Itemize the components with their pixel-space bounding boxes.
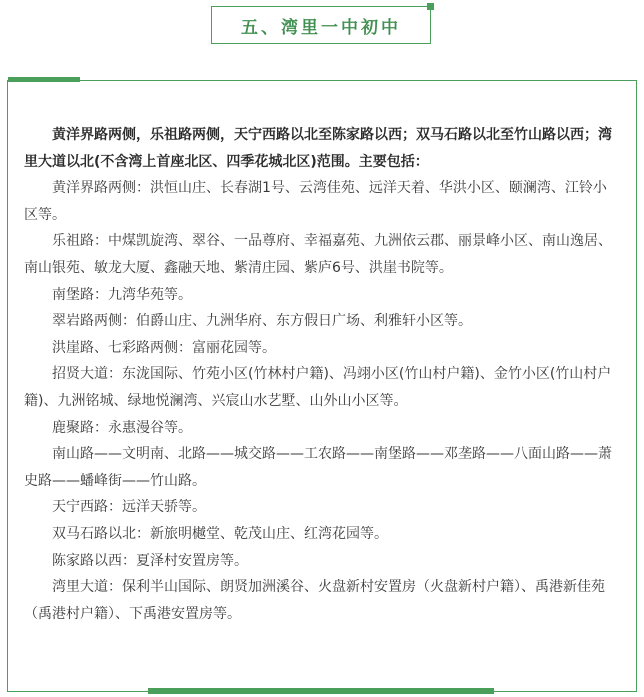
list-item: 黄洋界路两侧：洪恒山庄、长春湖1号、云湾佳苑、远洋天着、华洪小区、颐澜湾、江铃小区等。 (24, 180, 607, 223)
list-item: 南山路——文明南、北路——城交路——工农路——南堡路——邓垄路——八面山路——萧史路——蟠峰街——竹山路。 (24, 446, 612, 489)
list-item: 湾里大道：保利半山国际、朗贤加洲溪谷、火盘新村安置房（火盘新村户籍）、禹港新佳苑（禹港村户籍）、下禹港安置房等。 (24, 579, 605, 622)
list-item: 陈家路以西：夏泽村安置房等。 (52, 552, 248, 569)
list-item: 乐祖路：中煤凯旋湾、翠谷、一品尊府、幸福嘉苑、九洲依云郡、丽景峰小区、南山逸居、南山银苑、敏龙大厦、鑫融天地、紫清庄园、紫庐6号、洪崖书院等。 (24, 233, 612, 276)
school-district-text (24, 122, 616, 627)
list-item: 双马石路以北：新旅明樾堂、乾茂山庄、红湾花园等。 (52, 525, 388, 542)
list-item: 天宁西路：远洋天骄等。 (52, 499, 206, 516)
section-title: 五、湾里一中初中 (241, 17, 401, 38)
list-item: 翠岩路两侧：伯爵山庄、九洲华府、东方假日广场、利雅轩小区等。 (52, 313, 472, 330)
section-title-box (211, 6, 431, 44)
list-item: 南堡路：九湾华苑等。 (52, 286, 192, 303)
list-item: 招贤大道：东泷国际、竹苑小区(竹林村户籍)、冯翊小区(竹山村户籍)、金竹小区(竹山村户籍)、九洲铭城、绿地悦澜湾、兴宸山水艺墅、山外山小区等。 (24, 366, 612, 409)
title-corner-decoration (427, 3, 434, 10)
district-intro: 黄洋界路两侧，乐祖路两侧，天宁西路以北至陈家路以西；双马石路以北至竹山路以西；湾里大道以北(不含湾上首座北区、四季花城北区)范围。主要包括： (24, 127, 612, 170)
list-item: 洪崖路、七彩路两侧：富丽花园等。 (52, 339, 276, 356)
frame-bottom-accent-bar (148, 688, 494, 694)
frame-top-accent-bar (8, 77, 80, 82)
list-item: 鹿聚路：永惠漫谷等。 (52, 419, 192, 436)
